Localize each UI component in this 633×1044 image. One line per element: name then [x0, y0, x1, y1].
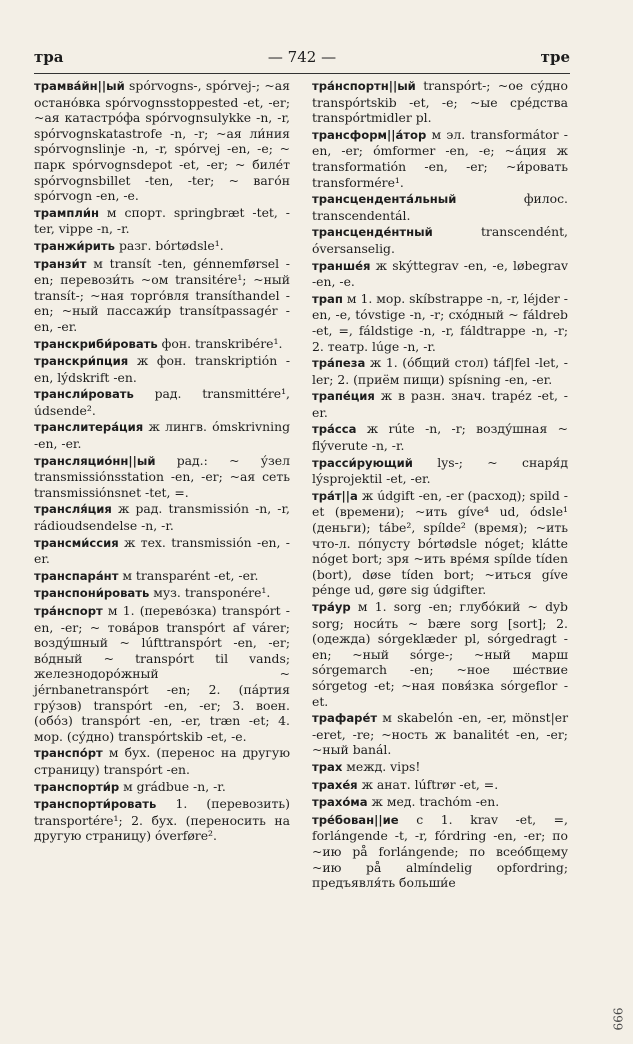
entry-definition: ж фон. transkriptión -en, lýdskrift -en.	[34, 353, 290, 385]
entry-headword: трап	[312, 291, 343, 306]
dictionary-entry	[312, 710, 568, 758]
entry-definition: ж рад. transmissión -n, -r, rádioudsendelse -n, -r.	[34, 501, 290, 534]
entry-definition: ж тех. transmissión -en, -er.	[34, 534, 290, 567]
header-last-word: тре	[540, 48, 570, 66]
entry-definition: межд. vips!	[342, 758, 421, 774]
entry-headword: трамва́йн||ый	[34, 79, 125, 93]
entry-definition: ж мед. trachóm -en.	[367, 794, 500, 810]
entry-headword: тра́нспорт	[34, 604, 103, 618]
dictionary-entry	[312, 355, 568, 387]
entry-headword: транжи́рить	[34, 238, 115, 253]
left-column	[34, 78, 290, 845]
dictionary-entry	[34, 205, 290, 237]
entry-headword: трахо́ма	[312, 795, 368, 810]
entry-headword: трасси́рующий	[312, 455, 413, 470]
entry-definition: 1. (перевозить) transportére¹; 2. бух. (переносить на другую страницу) óverføre².	[34, 796, 290, 844]
entry-headword: тре́бован||ие	[312, 812, 399, 827]
entry-definition: м skabelón -en, -er, mönst|er -eret, -re; ~ность ж banalitét -en, -er; ~ный banál.	[312, 710, 568, 758]
page-number: — 742 —	[267, 48, 337, 66]
dictionary-entry	[34, 585, 290, 602]
entry-headword: трансляцио́нн||ый	[34, 453, 156, 468]
dictionary-entry	[312, 78, 568, 126]
entry-definition: рад. transmittére¹, údsende².	[34, 386, 290, 418]
dictionary-entry	[312, 777, 568, 794]
edge-mark: 999	[610, 1007, 625, 1031]
dictionary-entry	[34, 336, 290, 353]
dictionary-entry	[312, 127, 568, 190]
header-first-word: тра	[34, 48, 64, 66]
entry-headword: транспорти́ровать	[34, 797, 157, 812]
dictionary-entry	[312, 258, 568, 290]
entry-headword: транзи́т	[34, 256, 87, 271]
right-column	[312, 78, 568, 892]
entry-headword: трахе́я	[312, 777, 358, 792]
entry-headword: трансцендента́льный	[312, 192, 457, 207]
dictionary-entry	[34, 796, 290, 844]
entry-headword: трах	[312, 759, 343, 774]
entry-headword: трансценде́нтный	[312, 225, 433, 240]
dictionary-entry	[312, 224, 568, 256]
dictionary-entry	[34, 353, 290, 385]
dictionary-entry	[312, 455, 568, 487]
entry-headword: тра́пеза	[312, 356, 366, 371]
entry-definition: муз. transponére¹.	[149, 585, 271, 601]
entry-headword: тра́нспортн||ый	[312, 79, 416, 93]
page-header	[34, 48, 570, 70]
dictionary-entry	[34, 501, 290, 533]
entry-definition: м 1. (перево́зка) transpórt -en, -er; ~ това́ров transpórt af várer; возду́шный ~ lúfttranspórt -en, -er; во́дный ~ transpórt til vands; железнодоро́жный ~ jérnbanetranspórt -en; 2. (па́ртия гру́зов) transpórt -en, -er; 3. воен. (обо́з) transpórt -en, -er, træn -et; 4. мор. (су́дно) transpórtskib -et, -e.	[34, 603, 290, 744]
entry-headword: тра́ур	[312, 600, 351, 614]
entry-headword: тра́т||а	[312, 488, 358, 503]
dictionary-entry	[312, 191, 568, 223]
dictionary-entry	[312, 488, 568, 598]
dictionary-entry	[34, 568, 290, 585]
entry-definition: м grádbue -n, -r.	[119, 778, 226, 794]
entry-headword: трапе́ция	[312, 389, 375, 404]
entry-definition: фон. transkribére¹.	[157, 335, 283, 351]
entry-definition: ж rúte -n, -r; возду́шная ~ flýverute -n, -r.	[312, 421, 568, 454]
dictionary-entry	[312, 794, 568, 811]
entry-definition: lys-; ~ снаря́д lýsprojektil -et, -er.	[312, 454, 568, 487]
dictionary-entry	[34, 779, 290, 796]
entry-headword: трансля́ция	[34, 502, 112, 517]
dictionary-entry	[312, 599, 568, 709]
entry-headword: транскриби́ровать	[34, 336, 158, 351]
dictionary-entry	[34, 238, 290, 255]
dictionary-entry	[312, 812, 568, 891]
entry-definition: ж в разн. знач. trapéz -et, -er.	[312, 388, 568, 420]
dictionary-entry	[34, 256, 290, 335]
entry-definition: ж 1. (о́бщий стол) táf|fel -let, -ler; 2. (приём пищи) spísning -en, -er.	[312, 355, 568, 387]
entry-definition: филос. transcendentál.	[312, 191, 568, 223]
entry-headword: транскри́пция	[34, 354, 129, 369]
entry-headword: трансформ||а́тор	[312, 127, 427, 142]
entry-headword: транше́я	[312, 258, 371, 273]
dictionary-entry	[312, 421, 568, 453]
entry-headword: транслитера́ция	[34, 420, 144, 435]
entry-headword: тра́сса	[312, 422, 357, 437]
entry-definition: spórvogns-, spórvej-; ~ая остано́вка spórvognsstoppested -et, -er; ~ая катастро́фа spórvognsulykke -n, -r, spórvognskatastrofe -n, -r; ~ая ли́ния spórvognslinje -n, -r, spórvej -en, -e; ~ парк spórvognsdepot -et, -er; ~ биле́т spórvognsbillet -ten, -ter; ~ ваго́н spórvogn -en, -e.	[34, 78, 290, 204]
entry-headword: транспони́ровать	[34, 586, 150, 601]
entry-headword: трансми́ссия	[34, 535, 119, 550]
entry-definition: ж лингв. ómskrivning -en, -er.	[34, 419, 290, 452]
entry-definition: transpórt-; ~ое су́дно transpórtskib -et, -e; ~ые сре́дства transpórtmidler pl.	[312, 78, 568, 126]
entry-headword: трафаре́т	[312, 711, 378, 726]
entry-definition: м transparént -et, -er.	[118, 567, 259, 583]
entry-definition: ж анат. lúftrør -et, =.	[357, 776, 499, 792]
entry-definition: с 1. krav -et, =, forlángende -t, -r, fórdring -en, -er; по ~ию på forlángende; по всео́бщему ~ию på almíndelig opfordring; предъявля́ть больши́е	[312, 811, 568, 891]
entry-headword: трампли́н	[34, 205, 99, 220]
entry-definition: разг. bórtødsle¹.	[115, 237, 224, 253]
dictionary-entry	[34, 78, 290, 204]
entry-definition: м 1. мор. skíbstrappe -n, -r, léjder -en, -e, tóvstige -n, -r; схо́дный ~ fáldreb -et, =, fáldstige -n, -r, fáldtrappe -n, -r; 2. театр. lúge -n, -r.	[312, 290, 568, 354]
dictionary-entry	[34, 386, 290, 418]
dictionary-entry	[34, 535, 290, 567]
entry-definition: рад.: ~ у́зел transmissiónsstation -en, -er; ~ая сеть transmissiónsnet -tet, =.	[34, 452, 290, 500]
entry-definition: м эл. transformátor -en, -er; ómformer -en, -e; ~а́ция ж transformatión -en, -er; ~и́ровать transformére¹.	[312, 126, 568, 190]
dictionary-entry	[34, 419, 290, 451]
entry-headword: транспара́нт	[34, 568, 119, 583]
dictionary-entry	[312, 291, 568, 354]
entry-definition: м спорт. springbræt -tet, -ter, vippe -n, -r.	[34, 204, 290, 237]
dictionary-entry	[312, 388, 568, 420]
entry-definition: м бух. (перенос на другую страницу) transpórt -en.	[34, 745, 290, 777]
entry-definition: м transít -ten, génnemførsel -en; перевози́ть ~ом transitére¹; ~ный transít-; ~ная торго́вля transíthandel -en; ~ный пассажи́р transítpassagér -en, -er.	[34, 255, 290, 334]
dictionary-entry	[34, 603, 290, 744]
entry-headword: транспо́рт	[34, 746, 103, 761]
entry-definition: transcendént, óversanselig.	[312, 224, 568, 256]
entry-definition: ж skýttegrav -en, -e, løbegrav -en, -e.	[312, 257, 568, 290]
dictionary-entry	[312, 759, 568, 776]
dictionary-entry	[34, 453, 290, 501]
dictionary-entry	[34, 745, 290, 777]
entry-headword: трансли́ровать	[34, 387, 134, 402]
entry-definition: ж údgift -en, -er (расход); spild -et (времени); ~ить gíve⁴ ud, ódsle¹ (деньги); tábe², spílde² (время); ~ить что-л. по́пусту bórtødsle nóget; klátte nóget bort; зря ~ить вре́мя spílde tíden (bort), døse tíden bort; ~иться gíve pénge ud, gøre sig údgifter.	[312, 487, 568, 598]
entry-definition: м 1. sorg -en; глубо́кий ~ dyb sorg; носи́ть ~ bære sorg [sort]; 2. (одежда) sórgeklæder pl, sórgedragt -en; ~ный sórge-; ~ный марш sórgemarch -en; ~ное ше́ствие sórgetog -et; ~ная повя́зка sórgeflor -et.	[312, 599, 568, 709]
entry-headword: транспорти́р	[34, 779, 120, 794]
header-rule	[34, 73, 570, 74]
